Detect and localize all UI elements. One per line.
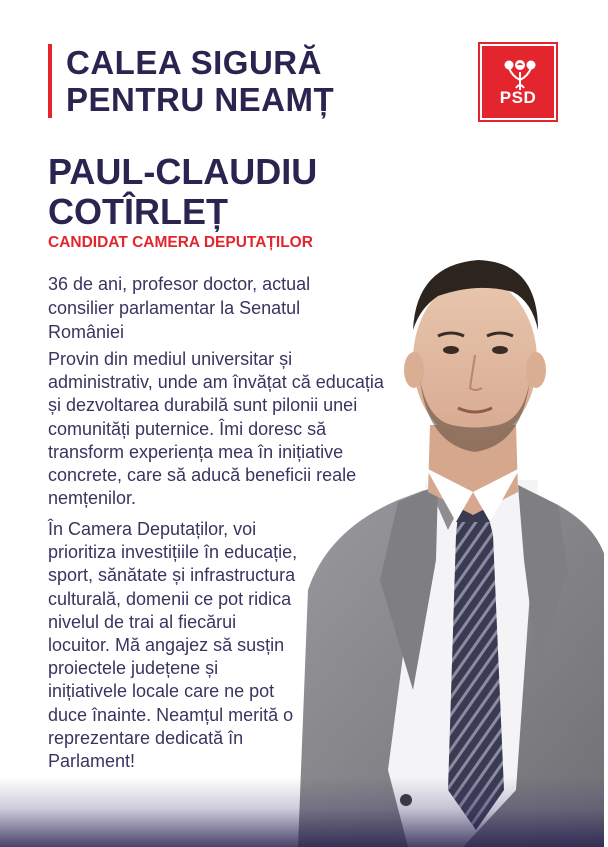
logo-text: PSD xyxy=(499,88,537,107)
candidate-name-line-2: COTÎRLEȚ xyxy=(48,191,228,232)
candidate-name-line-1: PAUL-CLAUDIU xyxy=(48,151,318,192)
paragraph-priorities: În Camera Deputaților, voi prioritiza investițiile în educație, sport, sănătate și infrastructura culturală, domenii ce pot ridica nivelul de trai al fiecărui locuitor. Mă angajez să susțin proiectele județene și inițiativele locale care ne pot duce înainte. Neamțul merită o reprezentare dedicată în Parlament! xyxy=(48,519,298,772)
slogan xyxy=(66,44,334,118)
psd-logo xyxy=(480,44,556,120)
roses-icon xyxy=(500,54,540,92)
candidate-name xyxy=(48,152,317,232)
candidate-intro: 36 de ani, profesor doctor, actual consilier parlamentar la Senatul României xyxy=(48,274,311,342)
page-edge xyxy=(604,0,608,847)
bottom-gradient xyxy=(0,777,608,847)
slogan-line-2: PENTRU NEAMȚ xyxy=(66,81,335,118)
slogan-accent-bar xyxy=(48,44,52,118)
paragraph-background: Provin din mediul universitar și administrativ, unde am învățat că educația și dezvoltarea durabilă sunt pilonii unei comunități puternice. Îmi doresc să transform experiența mea în inițiative concrete, care să aducă beneficii reale nemțenilor. xyxy=(48,349,384,509)
candidate-role: CANDIDAT CAMERA DEPUTAȚILOR xyxy=(48,234,313,251)
slogan-line-1: CALEA SIGURĂ xyxy=(66,44,322,81)
